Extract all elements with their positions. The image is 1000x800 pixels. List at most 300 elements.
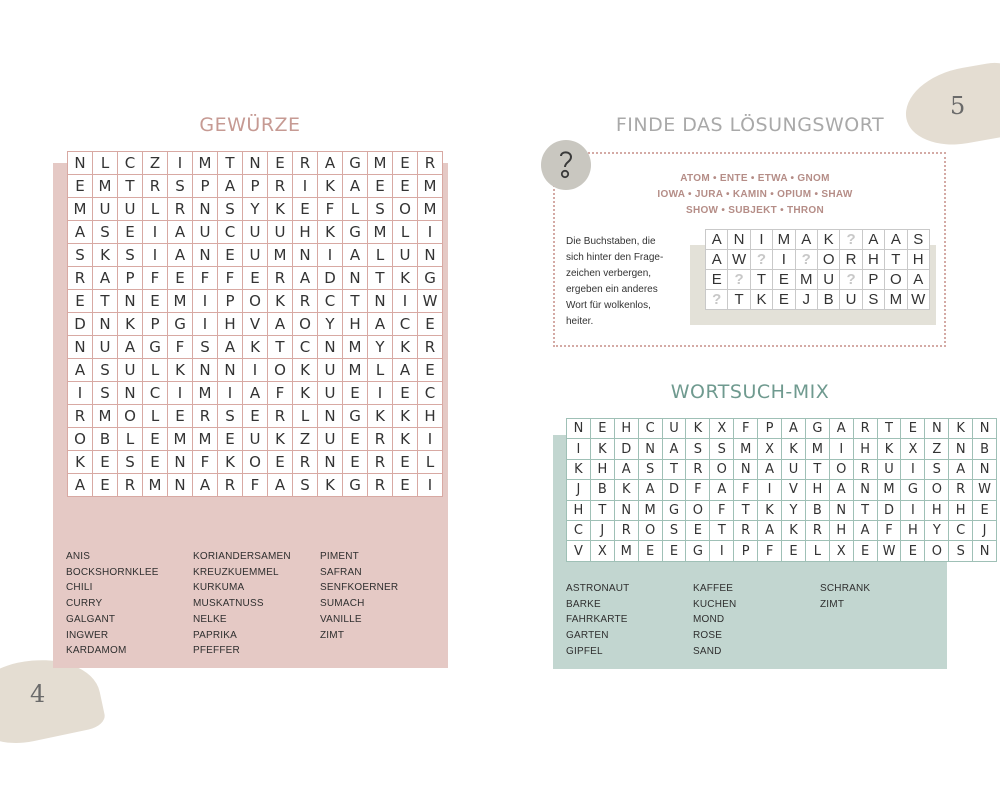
letter-cell: P [862, 270, 884, 290]
grid-row [68, 359, 443, 382]
letter-cell: A [93, 267, 118, 290]
letter-cell: N [318, 405, 343, 428]
letter-cell: E [782, 541, 806, 561]
letter-cell: E [418, 359, 443, 382]
hidden-letter-cell: ? [795, 250, 817, 270]
gewuerze-word-column-2 [193, 549, 291, 659]
word-list-item: SAFRAN [320, 566, 362, 578]
letter-cell: A [853, 520, 877, 540]
letter-cell: R [805, 520, 829, 540]
riddle-text-line: sich hinter den Frage- [566, 252, 664, 263]
letter-cell: L [143, 405, 168, 428]
letter-cell: F [243, 474, 268, 497]
letter-cell: N [614, 500, 638, 520]
grid-row [68, 451, 443, 474]
letter-cell: O [243, 451, 268, 474]
letter-cell: K [93, 244, 118, 267]
letter-cell: I [168, 152, 193, 175]
letter-cell: F [193, 451, 218, 474]
letter-cell: N [68, 152, 93, 175]
letter-cell: R [118, 474, 143, 497]
letter-cell: G [343, 152, 368, 175]
riddle-text-line: Die Buchstaben, die [566, 236, 656, 247]
grid-row [68, 244, 443, 267]
letter-cell: G [901, 480, 925, 500]
grid-row [567, 480, 997, 500]
letter-cell: S [118, 451, 143, 474]
letter-cell: O [885, 270, 907, 290]
letter-cell: Y [243, 198, 268, 221]
word-list-item: BARKE [566, 598, 601, 610]
letter-cell: U [268, 221, 293, 244]
letter-cell: E [343, 451, 368, 474]
letter-cell: H [805, 480, 829, 500]
letter-cell: K [782, 520, 806, 540]
letter-cell: D [614, 439, 638, 459]
letter-cell: N [193, 198, 218, 221]
letter-cell: S [293, 474, 318, 497]
letter-cell: A [243, 382, 268, 405]
letter-cell: R [853, 459, 877, 479]
letter-cell: B [817, 290, 839, 310]
letter-cell: R [68, 267, 93, 290]
letter-cell: M [368, 221, 393, 244]
letter-cell: O [243, 290, 268, 313]
grid-row [567, 500, 997, 520]
letter-cell: Y [782, 500, 806, 520]
word-list-item: KREUZKUEMMEL [193, 566, 279, 578]
letter-cell: W [973, 480, 997, 500]
letter-cell: E [243, 267, 268, 290]
letter-cell: S [118, 244, 143, 267]
letter-cell: U [318, 359, 343, 382]
letter-cell: H [614, 419, 638, 439]
word-list-item: ROSE [693, 630, 723, 642]
letter-cell: T [877, 419, 901, 439]
letter-cell: N [728, 230, 750, 250]
letter-cell: M [93, 405, 118, 428]
letter-cell: L [343, 198, 368, 221]
letter-cell: E [638, 541, 662, 561]
letter-cell: S [218, 405, 243, 428]
letter-cell: M [143, 474, 168, 497]
letter-cell: X [758, 439, 782, 459]
letter-cell: N [973, 459, 997, 479]
gewuerze-word-column-3 [320, 549, 398, 643]
word-list-item: MOND [693, 614, 725, 626]
wortsuch-mix-title: WORTSUCH-MIX [670, 381, 830, 403]
letter-cell: C [418, 382, 443, 405]
grid-row [567, 520, 997, 540]
letter-cell: E [343, 428, 368, 451]
word-list-item: BOCKSHORNKLEE [66, 566, 159, 578]
letter-cell: N [925, 419, 949, 439]
letter-cell: T [343, 290, 368, 313]
letter-cell: R [368, 474, 393, 497]
letter-cell: M [168, 290, 193, 313]
letter-cell: K [268, 428, 293, 451]
letter-cell: K [268, 290, 293, 313]
word-list-item: NELKE [193, 613, 227, 625]
page-number-right: 5 [950, 92, 966, 120]
letter-cell: A [193, 474, 218, 497]
letter-cell: P [218, 290, 243, 313]
letter-cell: M [614, 541, 638, 561]
letter-cell: L [143, 359, 168, 382]
letter-cell: L [368, 244, 393, 267]
letter-cell: O [118, 405, 143, 428]
letter-cell: I [418, 428, 443, 451]
word-list-item: SCHRANK [820, 583, 871, 594]
grid-row [68, 175, 443, 198]
letter-cell: K [686, 419, 710, 439]
letter-cell: R [840, 250, 862, 270]
letter-cell: I [143, 221, 168, 244]
hidden-letter-cell: ? [750, 250, 772, 270]
letter-cell: K [817, 230, 839, 250]
letter-cell: U [243, 428, 268, 451]
letter-cell: T [805, 459, 829, 479]
letter-cell: I [418, 474, 443, 497]
letter-cell: K [368, 405, 393, 428]
letter-cell: L [118, 428, 143, 451]
letter-cell: E [662, 541, 686, 561]
letter-cell: A [218, 175, 243, 198]
letter-cell: K [877, 439, 901, 459]
letter-cell: N [193, 359, 218, 382]
grid-row [68, 221, 443, 244]
letter-cell: Y [925, 520, 949, 540]
letter-cell: J [590, 520, 614, 540]
letter-cell: A [710, 480, 734, 500]
letter-cell: U [782, 459, 806, 479]
word-list-item: ZIMT [320, 629, 345, 641]
letter-cell: V [567, 541, 591, 561]
grid-row [68, 267, 443, 290]
letter-cell: G [686, 541, 710, 561]
letter-cell: M [268, 244, 293, 267]
letter-cell: I [193, 313, 218, 336]
riddle-word-line: IOWA • JURA • KAMIN • OPIUM • SHAW [657, 189, 853, 200]
letter-cell: R [68, 405, 93, 428]
riddle-text-line: zeichen verbergen, [566, 268, 652, 279]
letter-cell: E [243, 405, 268, 428]
letter-cell: E [706, 270, 728, 290]
letter-cell: I [773, 250, 795, 270]
letter-cell: S [368, 198, 393, 221]
letter-cell: R [853, 419, 877, 439]
letter-cell: I [293, 175, 318, 198]
letter-cell: X [901, 439, 925, 459]
letter-cell: F [193, 267, 218, 290]
letter-cell: F [318, 198, 343, 221]
letter-cell: E [418, 313, 443, 336]
word-list-item: KORIANDERSAMEN [193, 551, 291, 562]
letter-cell: R [949, 480, 973, 500]
letter-cell: I [368, 382, 393, 405]
letter-cell: R [193, 405, 218, 428]
letter-cell: Y [318, 313, 343, 336]
letter-cell: J [795, 290, 817, 310]
letter-cell: S [218, 198, 243, 221]
letter-cell: K [949, 419, 973, 439]
letter-cell: F [734, 419, 758, 439]
letter-cell: N [973, 419, 997, 439]
letter-cell: E [218, 428, 243, 451]
riddle-word-line: SHOW • SUBJEKT • THRON [685, 205, 825, 216]
letter-cell: N [343, 267, 368, 290]
letter-cell: S [168, 175, 193, 198]
grid-row [567, 419, 997, 439]
letter-cell: I [218, 382, 243, 405]
letter-cell: U [93, 336, 118, 359]
letter-cell: I [901, 459, 925, 479]
letter-cell: E [393, 175, 418, 198]
word-list-item: CURRY [66, 598, 103, 610]
letter-cell: A [68, 474, 93, 497]
word-list-item: KURKUMA [193, 582, 245, 594]
letter-cell: H [949, 500, 973, 520]
letter-cell: E [368, 175, 393, 198]
grid-row [706, 230, 930, 250]
letter-cell: I [750, 230, 772, 250]
word-list-item: GARTEN [566, 630, 609, 642]
letter-cell: P [143, 313, 168, 336]
letter-cell: T [853, 500, 877, 520]
letter-cell: C [567, 520, 591, 540]
letter-cell: A [758, 459, 782, 479]
letter-cell: F [710, 500, 734, 520]
letter-cell: U [318, 428, 343, 451]
grid-row [706, 270, 930, 290]
letter-cell: O [393, 198, 418, 221]
letter-cell: I [393, 290, 418, 313]
letter-cell: U [662, 419, 686, 439]
letter-cell: I [143, 244, 168, 267]
letter-cell: H [925, 500, 949, 520]
grid-row [567, 439, 997, 459]
letter-cell: A [862, 230, 884, 250]
letter-cell: W [418, 290, 443, 313]
letter-cell: O [638, 520, 662, 540]
letter-cell: T [662, 459, 686, 479]
letter-cell: X [710, 419, 734, 439]
letter-cell: M [343, 359, 368, 382]
letter-cell: K [393, 267, 418, 290]
letter-cell: K [758, 500, 782, 520]
letter-cell: L [93, 152, 118, 175]
grid-row [68, 290, 443, 313]
word-list-item: ANIS [66, 551, 91, 562]
letter-cell: G [805, 419, 829, 439]
word-list-item: VANILLE [320, 613, 362, 625]
letter-cell: V [243, 313, 268, 336]
letter-cell: A [118, 336, 143, 359]
letter-cell: Z [925, 439, 949, 459]
riddle-letter-grid [705, 229, 930, 310]
letter-cell: A [368, 313, 393, 336]
letter-cell: C [318, 290, 343, 313]
letter-cell: P [243, 175, 268, 198]
word-list-item: GIPFEL [566, 645, 603, 657]
letter-cell: A [758, 520, 782, 540]
grid-row [68, 428, 443, 451]
grid-row [68, 152, 443, 175]
word-list-item: SUMACH [320, 598, 365, 610]
letter-cell: K [218, 451, 243, 474]
letter-cell: M [805, 439, 829, 459]
letter-cell: E [773, 270, 795, 290]
letter-cell: W [877, 541, 901, 561]
letter-cell: E [218, 244, 243, 267]
letter-cell: H [293, 221, 318, 244]
letter-cell: E [93, 474, 118, 497]
gewuerze-title: GEWÜRZE [199, 114, 301, 136]
letter-cell: A [68, 221, 93, 244]
grid-row [706, 290, 930, 310]
letter-cell: K [750, 290, 772, 310]
letter-cell: D [68, 313, 93, 336]
letter-cell: N [368, 290, 393, 313]
letter-cell: O [925, 541, 949, 561]
letter-cell: W [728, 250, 750, 270]
letter-cell: W [907, 290, 929, 310]
letter-cell: A [949, 459, 973, 479]
letter-cell: N [118, 290, 143, 313]
letter-cell: E [393, 474, 418, 497]
letter-cell: K [318, 175, 343, 198]
letter-cell: S [93, 221, 118, 244]
letter-cell: N [638, 439, 662, 459]
letter-cell: T [750, 270, 772, 290]
letter-cell: M [343, 336, 368, 359]
letter-cell: N [418, 244, 443, 267]
letter-cell: S [949, 541, 973, 561]
letter-cell: E [686, 520, 710, 540]
letter-cell: A [706, 230, 728, 250]
letter-cell: I [418, 221, 443, 244]
letter-cell: J [973, 520, 997, 540]
letter-cell: A [393, 359, 418, 382]
letter-cell: F [268, 382, 293, 405]
mix-word-column-2 [693, 581, 736, 660]
letter-cell: M [193, 152, 218, 175]
letter-cell: M [418, 175, 443, 198]
letter-cell: E [590, 419, 614, 439]
letter-cell: U [817, 270, 839, 290]
letter-cell: H [567, 500, 591, 520]
letter-cell: E [143, 428, 168, 451]
letter-cell: K [590, 439, 614, 459]
letter-cell: R [418, 152, 443, 175]
letter-cell: S [193, 336, 218, 359]
letter-cell: N [973, 541, 997, 561]
letter-cell: M [638, 500, 662, 520]
word-list-item: CHILI [66, 582, 93, 594]
letter-cell: I [567, 439, 591, 459]
letter-cell: E [343, 382, 368, 405]
letter-cell: T [218, 152, 243, 175]
letter-cell: M [368, 152, 393, 175]
letter-cell: R [293, 152, 318, 175]
letter-cell: F [143, 267, 168, 290]
letter-cell: O [925, 480, 949, 500]
letter-cell: D [877, 500, 901, 520]
letter-cell: G [343, 405, 368, 428]
letter-cell: N [829, 500, 853, 520]
letter-cell: G [343, 474, 368, 497]
letter-cell: G [662, 500, 686, 520]
letter-cell: C [293, 336, 318, 359]
letter-cell: V [782, 480, 806, 500]
letter-cell: K [567, 459, 591, 479]
word-list-item: INGWER [66, 629, 109, 641]
letter-cell: O [268, 359, 293, 382]
letter-cell: E [268, 152, 293, 175]
letter-cell: N [68, 336, 93, 359]
grid-row [68, 405, 443, 428]
word-list-item: PAPRIKA [193, 629, 238, 641]
gewuerze-letter-grid [67, 151, 443, 497]
letter-cell: H [907, 250, 929, 270]
letter-cell: L [368, 359, 393, 382]
page-number-left: 4 [30, 680, 46, 708]
letter-cell: E [973, 500, 997, 520]
letter-cell: A [268, 313, 293, 336]
letter-cell: S [710, 439, 734, 459]
letter-cell: I [710, 541, 734, 561]
letter-cell: I [68, 382, 93, 405]
letter-cell: R [368, 428, 393, 451]
letter-cell: A [795, 230, 817, 250]
letter-cell: M [68, 198, 93, 221]
letter-cell: A [318, 152, 343, 175]
word-list-item: SENFKOERNER [320, 582, 399, 594]
riddle-title: FINDE DAS LÖSUNGSWORT [615, 114, 885, 136]
letter-cell: O [68, 428, 93, 451]
letter-cell: N [168, 451, 193, 474]
letter-cell: M [93, 175, 118, 198]
letter-cell: M [193, 428, 218, 451]
grid-row [68, 474, 443, 497]
letter-cell: F [168, 336, 193, 359]
letter-cell: H [343, 313, 368, 336]
letter-cell: M [734, 439, 758, 459]
letter-cell: R [293, 451, 318, 474]
letter-cell: C [143, 382, 168, 405]
letter-cell: C [218, 221, 243, 244]
letter-cell: B [590, 480, 614, 500]
letter-cell: U [840, 290, 862, 310]
letter-cell: A [907, 270, 929, 290]
letter-cell: L [805, 541, 829, 561]
mix-word-column-3 [820, 581, 870, 612]
letter-cell: Y [368, 336, 393, 359]
letter-cell: K [393, 336, 418, 359]
letter-cell: N [318, 451, 343, 474]
letter-cell: D [662, 480, 686, 500]
letter-cell: E [901, 541, 925, 561]
letter-cell: E [118, 221, 143, 244]
letter-cell: A [343, 244, 368, 267]
letter-cell: D [318, 267, 343, 290]
hidden-letter-cell: ? [728, 270, 750, 290]
letter-cell: K [243, 336, 268, 359]
letter-cell: T [118, 175, 143, 198]
question-mark-icon [541, 140, 591, 190]
letter-cell: S [686, 439, 710, 459]
letter-cell: H [901, 520, 925, 540]
